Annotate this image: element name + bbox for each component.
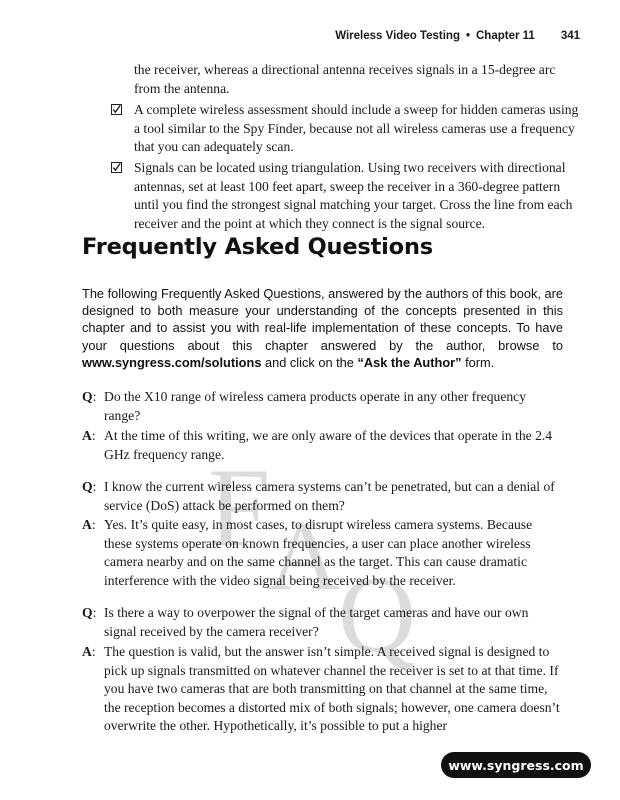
answer-label: A:	[82, 517, 96, 532]
answer-text: Yes. It’s quite easy, in most cases, to disrupt wireless camera systems. Because these systems operate on known frequencies, a user can place another wireless camera nearby and on the same channel as the target. This can cause dramatic interference with the video signal being received by the receiver.	[104, 517, 533, 588]
page-number: 341	[560, 30, 580, 42]
summary-bullet	[111, 101, 581, 157]
checkbox-checked-icon	[111, 104, 122, 115]
section-heading: Frequently Asked Questions	[82, 234, 433, 260]
running-header	[335, 30, 580, 42]
bullet-continued-text: the receiver, whereas a directional antenna receives signals in a 15-degree arc from the antenna.	[134, 62, 556, 96]
question-label: Q:	[82, 389, 97, 404]
faq-question	[82, 388, 562, 425]
faq-intro	[82, 285, 563, 371]
faq-watermark-a: A	[268, 500, 341, 611]
faq-answer	[82, 516, 562, 590]
answer-label: A:	[82, 644, 96, 659]
summary-bullet	[111, 159, 581, 233]
header-chapter: Chapter 11	[476, 30, 535, 42]
ask-the-author-label: “Ask the Author”	[357, 354, 462, 370]
faq-answer	[82, 427, 562, 464]
question-text: Is there a way to overpower the signal of the target cameras and have our own signal received by the camera receiver?	[104, 605, 529, 639]
intro-text-middle: and click on the	[261, 354, 358, 370]
question-text: Do the X10 range of wireless camera products operate in any other frequency range?	[104, 389, 526, 423]
checkbox-checked-icon	[111, 162, 122, 173]
syngress-site-badge[interactable]: www.syngress.com	[441, 752, 591, 778]
running-title: Wireless Video Testing	[335, 30, 460, 42]
intro-text: The following Frequently Asked Questions, answered by the authors of this book, are designed to both measure your understanding of the concepts presented in this chapter and to assist you with real-life implementation of these concepts. To have your questions about this chapter answered by the author, browse to	[82, 286, 563, 353]
faq-answer	[82, 643, 562, 736]
answer-label: A:	[82, 428, 96, 443]
answer-text: The question is valid, but the answer isn’t simple. A received signal is designed to pick up signals transmitted on whatever channel the receiver is set to at that time. If you have two cameras that are both transmitting on that channel at the same time, the reception becomes a distorted mix of both signals; however, one camera doesn’t overwrite the other. Hypothetically, it’s possible to put a higher	[104, 644, 560, 734]
solutions-link[interactable]: www.syngress.com/solutions	[82, 354, 262, 370]
header-separator: •	[465, 30, 470, 42]
intro-text-end: form.	[461, 354, 495, 370]
faq-watermark-f: F	[208, 446, 271, 570]
faq-watermark-q: Q	[338, 556, 416, 675]
question-label: Q:	[82, 479, 97, 494]
bullet-text: A complete wireless assessment should include a sweep for hidden cameras using a tool similar to the Spy Finder, because not all wireless cameras use a frequency that you can adequately scan.	[134, 102, 579, 155]
faq-question	[82, 478, 562, 515]
question-text: I know the current wireless camera systems can’t be penetrated, but can a denial of service (DoS) attack be performed on them?	[104, 479, 555, 513]
faq-question	[82, 604, 562, 641]
answer-text: At the time of this writing, we are only aware of the devices that operate in the 2.4 GHz frequency range.	[104, 428, 553, 462]
bullet-text: Signals can be located using triangulation. Using two receivers with directional antennas, set at least 100 feet apart, sweep the receiver in a 360-degree pattern until you find the strongest signal matching your target. Cross the line from each receiver and the point at which they connect is the signal source.	[134, 160, 573, 231]
question-label: Q:	[82, 605, 97, 620]
